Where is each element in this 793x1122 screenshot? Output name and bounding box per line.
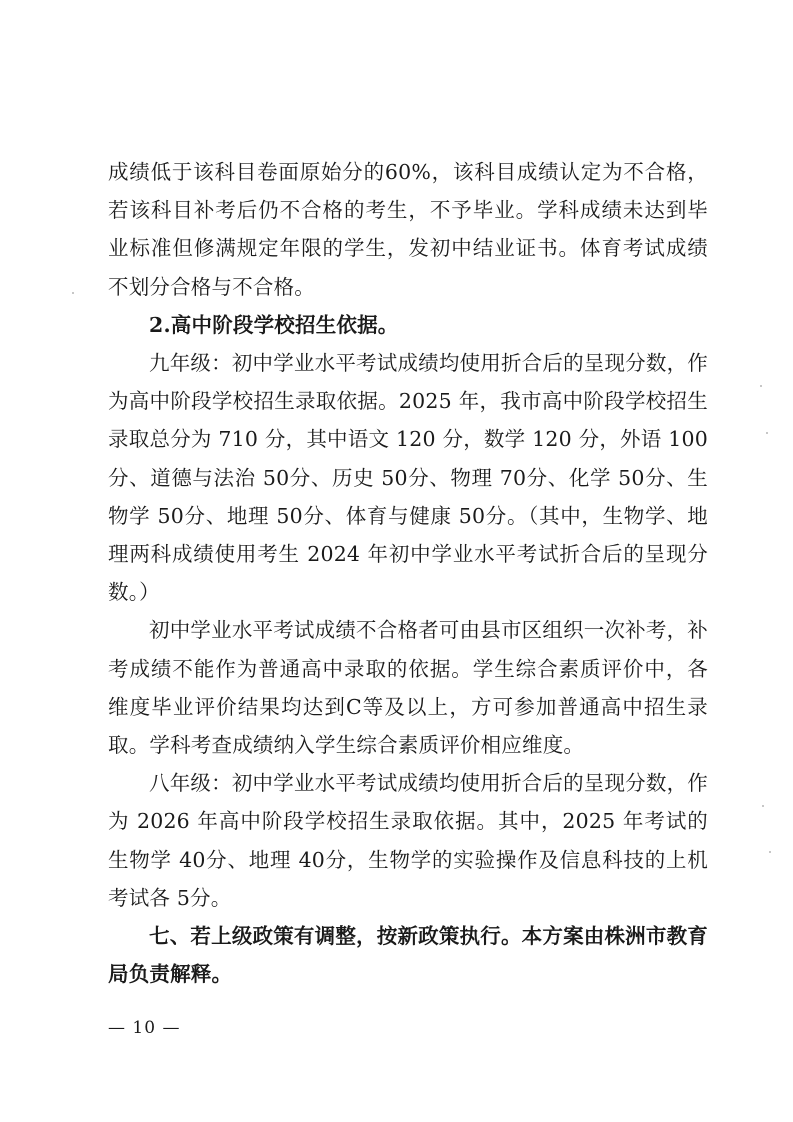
scan-speck [766,432,768,434]
section-heading-admission-basis: 2.高中阶段学校招生依据。 [149,312,399,337]
paragraph-grade-failure-rule: 成绩低于该科目卷面原始分的60%，该科目成绩认定为不合格，若该科目补考后仍不合格的考生，不予毕业。学科成绩未达到毕业标准但修满规定年限的学生，发初中结业证书。体育考试成绩不划分合格与不合格。 [108,160,708,299]
paragraph-policy-adjustment: 七、若上级政策有调整，按新政策执行。本方案由株洲市教育局负责解释。 [108,924,708,987]
scan-speck [762,805,764,807]
scan-speck [760,385,762,387]
page-number: — 10 — [108,1018,181,1038]
scan-speck [72,292,74,294]
paragraph-makeup-exam: 初中学业水平考试成绩不合格者可由县市区组织一次补考，补考成绩不能作为普通高中录取的依据。学生综合素质评价中，各维度毕业评价结果均达到C等及以上，方可参加普通高中招生录取。学科考查成绩纳入学生综合素质评价相应维度。 [108,618,708,758]
paragraph-grade-nine: 九年级：初中学业水平考试成绩均使用折合后的呈现分数，作为高中阶段学校招生录取依据。2025 年，我市高中阶段学校招生录取总分为 710 分，其中语文 120 分，数学 120 分，外语 100分、道德与法治 50分、历史 50分、物理 70分、化学 50分、生物学 50分、地理 50分、体育与健康 50分。（其中，生物学、地理两科成绩使用考生 2024 年初中学业水平考试折合后的呈现分数。） [108,351,708,605]
scan-speck [769,851,771,853]
document-body [108,153,708,993]
paragraph-grade-eight: 八年级：初中学业水平考试成绩均使用折合后的呈现分数，作为 2026 年高中阶段学校招生录取依据。其中，2025 年考试的生物学 40分、地理 40分，生物学的实验操作及信息科技的上机考试各 5分。 [108,771,708,910]
